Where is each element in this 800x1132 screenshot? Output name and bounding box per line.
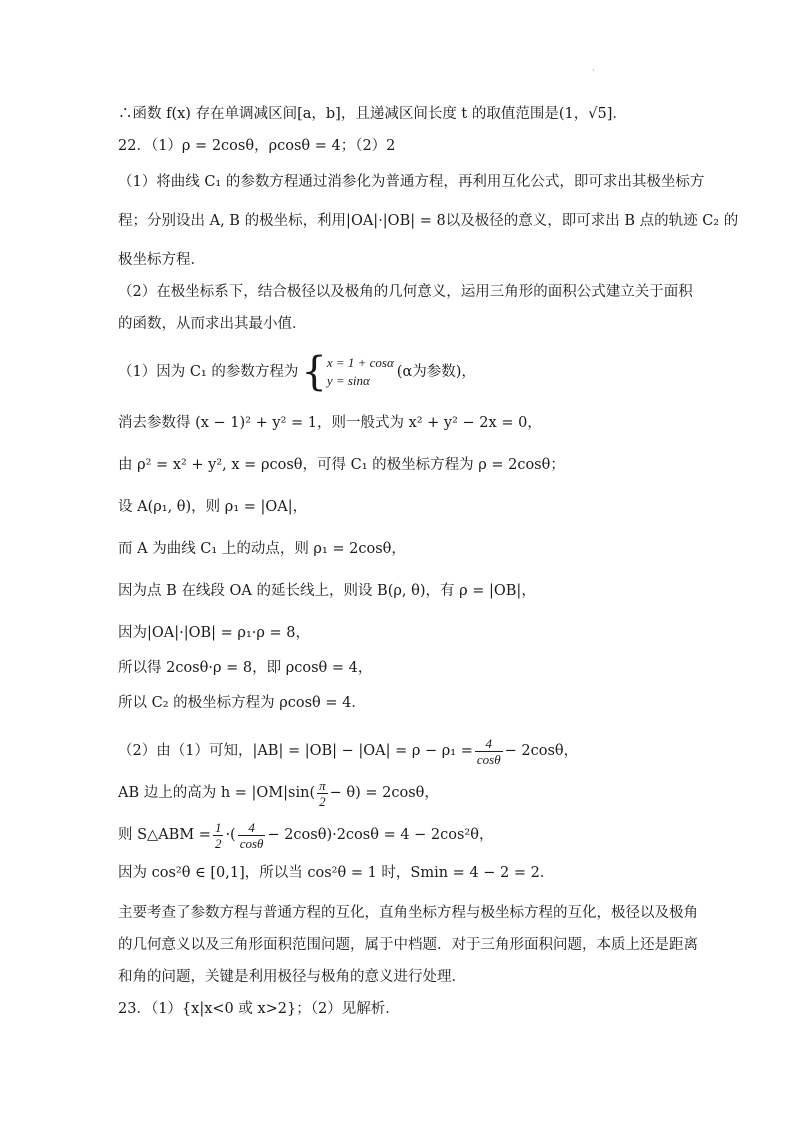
fraction-denominator: 2 (319, 793, 326, 809)
solution-line-polar-c2: 所以 C₂ 的极坐标方程为 ρcosθ = 4． (118, 695, 366, 711)
parametric-intro: （1）因为 C₁ 的参数方程为 (118, 364, 299, 380)
parameter-note: (α为参数)， (396, 364, 476, 380)
fraction-denominator: cosθ (239, 835, 264, 851)
parametric-system (301, 349, 394, 395)
fraction-one-half (213, 820, 224, 851)
system-row-y: y = sinα (326, 373, 370, 388)
area-expression-tail: − 2cosθ)·2cosθ = 4 − 2cos²θ， (267, 827, 494, 843)
fraction-pi-over-2 (317, 778, 328, 809)
summary-line3: 和角的问题，关键是利用极径与极角的意义进行处理． (118, 969, 466, 985)
summary-line2: 的几何意义以及三角形面积范围问题，属于中档题．对于三角形面积问题，本质上还是距离 (118, 937, 698, 953)
fraction-numerator: 1 (214, 819, 222, 835)
area-expression: 则 S△ABM = (118, 827, 211, 843)
solution-part2-ab (118, 734, 578, 768)
solution-line-set-a: 设 A(ρ₁, θ)，则 ρ₁ = |OA|， (118, 499, 308, 515)
analysis-part2-line1: （2）在极坐标系下，结合极径以及极角的几何意义，运用三角形的面积公式建立关于面积 (118, 284, 693, 300)
solution-area-line (118, 818, 493, 852)
fraction-numerator: π (319, 777, 326, 793)
fraction-numerator: 4 (475, 736, 503, 752)
fraction-denominator: cosθ (476, 751, 501, 767)
solution-height-line (118, 776, 439, 810)
brace-icon: { (301, 349, 327, 395)
answer-23-heading: 23．（1）{x|x<0 或 x>2}；（2）见解析． (118, 1001, 400, 1017)
ab-expression: （2）由（1）可知，|AB| = |OB| − |OA| = ρ − ρ₁ = (118, 743, 473, 759)
analysis-part2-line2: 的函数，从而求出其最小值． (118, 316, 307, 332)
fraction-numerator: 4 (238, 820, 266, 836)
solution-line-point-b: 因为点 B 在线段 OA 的延长线上，则设 B(ρ, θ)，有 ρ = |OB|， (118, 583, 536, 599)
answer-22-heading: 22．（1）ρ = 2cosθ，ρcosθ = 4；（2）2 (118, 138, 396, 154)
solution-line-derive: 所以得 2cosθ·ρ = 8，即 ρcosθ = 4， (118, 660, 373, 676)
analysis-part1-line3: 极坐标方程． (118, 252, 205, 268)
system-rows (327, 354, 394, 390)
fraction-4-over-cos-2 (238, 820, 266, 851)
system-row-x: x = 1 + cosα (326, 355, 394, 370)
solution-min-line: 因为 cos²θ ∈ [0,1]，所以当 cos²θ = 1 时，Smin = 4 − 2 = 2． (118, 865, 555, 881)
corner-mark: · (592, 66, 595, 76)
fraction-4-over-cos (475, 736, 503, 767)
analysis-part1-line2: 程；分别设出 A, B 的极坐标，利用|OA|·|OB| = 8以及极径的意义，即可求出 B 点的轨迹 C₂ 的 (118, 213, 739, 229)
solution-line-eliminate: 消去参数得 (x − 1)² + y² = 1，则一般式为 x² + y² − 2x = 0， (118, 415, 542, 431)
ab-expression-tail: − 2cosθ， (504, 743, 579, 759)
solution-line-polar-c1: 由 ρ² = x² + y², x = ρcosθ，可得 C₁ 的极坐标方程为 ρ = 2cosθ； (118, 457, 565, 473)
solution-parametric-line (118, 349, 476, 395)
solution-line-product: 因为|OA|·|OB| = ρ₁·ρ = 8， (118, 625, 310, 641)
fraction-denominator: 2 (214, 835, 222, 851)
analysis-part1-line1: （1）将曲线 C₁ 的参数方程通过消参化为普通方程，再利用互化公式，即可求出其极坐标方 (118, 174, 705, 190)
height-expression-tail: − θ) = 2cosθ， (329, 785, 439, 801)
summary-line1: 主要考查了参数方程与普通方程的互化，直角坐标方程与极坐标方程的互化，极径以及极角 (118, 905, 698, 921)
conclusion-line-21: ∴函数 f(x) 存在单调减区间[a，b]，且递减区间长度 t 的取值范围是(1，√5]． (118, 106, 627, 122)
area-expression-mid: ·( (225, 827, 236, 843)
solution-line-moving-point: 而 A 为曲线 C₁ 上的动点，则 ρ₁ = 2cosθ， (118, 541, 406, 557)
height-expression: AB 边上的高为 h = |OM|sin( (118, 785, 316, 801)
